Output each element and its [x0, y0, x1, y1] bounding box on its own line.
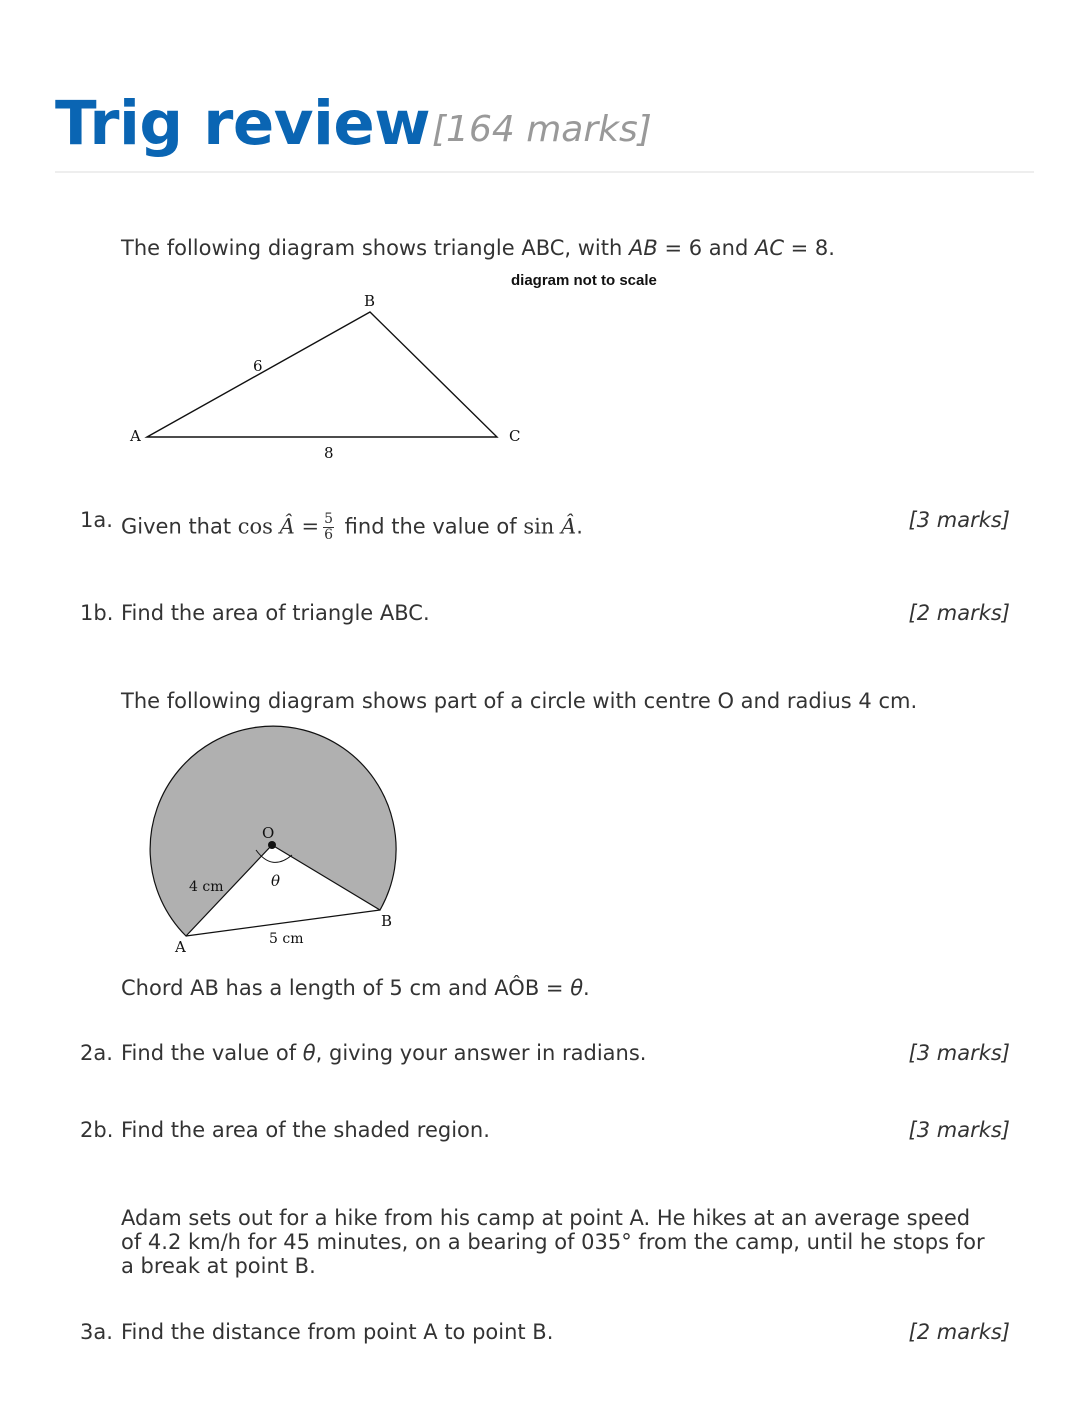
- chord-statement: Chord AB has a length of 5 cm and AÔB = θ.: [121, 976, 590, 1000]
- page-title: Trig review: [55, 88, 431, 159]
- circle-intro: The following diagram shows part of a circle with centre O and radius 4 cm.: [121, 689, 918, 713]
- centre-point: [268, 841, 276, 849]
- marks-2b: [3 marks]: [908, 1118, 1010, 1142]
- point-a-label: A: [175, 938, 186, 956]
- triangle-diagram: [120, 290, 540, 470]
- circle-diagram: [140, 720, 410, 960]
- side-ac-label: 8: [324, 444, 334, 462]
- hike-intro-line-3: a break at point B.: [121, 1254, 316, 1278]
- hike-intro-line-2: of 4.2 km/h for 45 minutes, on a bearing of 035° from the camp, until he stops for: [121, 1230, 985, 1254]
- point-b-label: B: [381, 912, 393, 930]
- question-number-1a: 1a.: [80, 508, 113, 532]
- question-text-2a: Find the value of θ, giving your answer in radians.: [121, 1041, 647, 1065]
- question-text-3a: Find the distance from point A to point B.: [121, 1320, 554, 1344]
- marks-1a: [3 marks]: [908, 508, 1010, 532]
- ab-label: AB: [629, 236, 658, 260]
- marks-3a: [2 marks]: [908, 1320, 1010, 1344]
- question-number-3a: 3a.: [80, 1320, 113, 1344]
- chord-label: 5 cm: [269, 931, 304, 947]
- side-ab-label: 6: [253, 357, 263, 375]
- ac-label: AC: [754, 236, 784, 260]
- question-number-2b: 2b.: [80, 1118, 114, 1142]
- angle-theta-label: θ: [271, 872, 281, 890]
- question-text-1b: Find the area of triangle ABC.: [121, 601, 430, 625]
- vertex-b-label: B: [364, 292, 376, 310]
- vertex-a-label: A: [130, 427, 141, 445]
- question-number-1b: 1b.: [80, 601, 114, 625]
- marks-1b: [2 marks]: [908, 601, 1010, 625]
- centre-label: O: [262, 824, 275, 842]
- page-header: [55, 88, 1034, 173]
- question-text-1a: Given that cos Â = $\frac{5}{6}$ find the value of sin Â.: [121, 511, 583, 543]
- radius-label: 4 cm: [189, 879, 224, 895]
- question-number-2a: 2a.: [80, 1041, 113, 1065]
- triangle-intro: The following diagram shows triangle ABC, with AB = 6 and AC = 8.: [121, 236, 835, 260]
- vertex-c-label: C: [509, 427, 521, 445]
- question-text-2b: Find the area of the shaded region.: [121, 1118, 490, 1142]
- hike-intro-line-1: Adam sets out for a hike from his camp at point A. He hikes at an average speed: [121, 1206, 971, 1230]
- marks-2a: [3 marks]: [908, 1041, 1010, 1065]
- diagram-note: diagram not to scale: [511, 272, 657, 289]
- triangle-abc: [147, 312, 497, 437]
- fraction-five-sixths: $\frac{5}{6}$: [324, 511, 333, 543]
- total-marks: [164 marks]: [432, 109, 652, 150]
